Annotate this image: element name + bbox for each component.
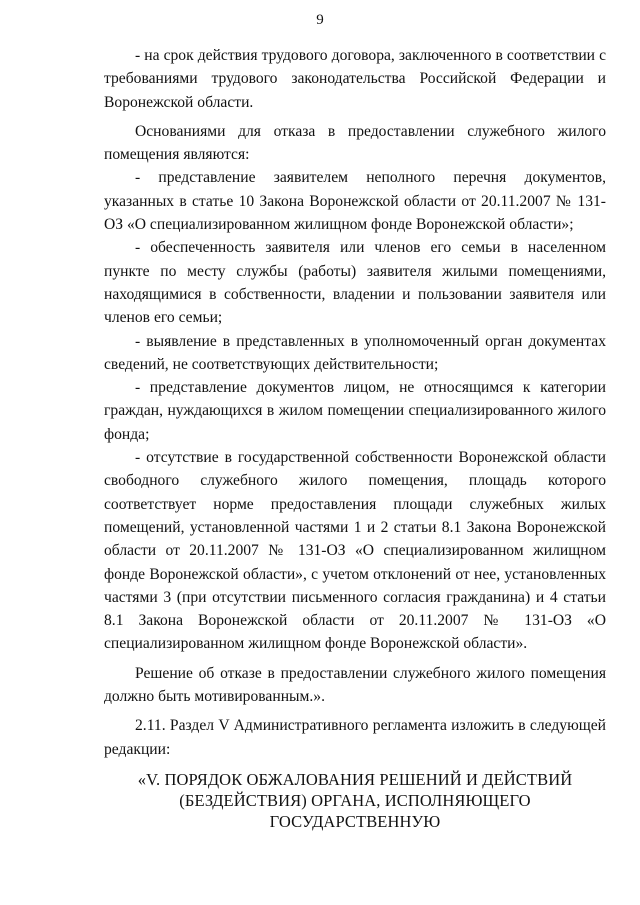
paragraph-ineligible-person: - представление документов лицом, не относящимся к категории граждан, нуждающихся в жилом помещении специализированного жилого фонда; xyxy=(104,379,606,443)
paragraph-refusal-motivated: Решение об отказе в предоставлении служебного жилого помещения должно быть мотивированным.». xyxy=(104,664,606,706)
paragraph-incomplete-documents: - представление заявителем неполного перечня документов, указанных в статье 10 Закона Воронежской области от 20.11.2007 № 131-ОЗ «О специализированном жилищном фонде Воронежской области»; xyxy=(104,169,606,234)
paragraph-housing-provided: - обеспеченность заявителя или членов его семьи в населенном пункте по месту службы (работы) заявителя жилыми помещениями, находящимися в собственности, владении и пользовании заявителя или членов его семьи; xyxy=(104,239,606,327)
paragraph-section-amendment: 2.11. Раздел V Административного регламента изложить в следующей редакции: xyxy=(104,717,606,758)
document-body xyxy=(104,44,606,832)
paragraph-refusal-grounds-intro: Основаниями для отказа в предоставлении служебного жилого помещения являются: xyxy=(104,122,606,164)
paragraph-false-information: - выявление в представленных в уполномоченный орган документах сведений, не соответствующих действительности; xyxy=(104,332,606,373)
paragraph-employment-term: - на срок действия трудового договора, заключенного в соответствии с требованиями трудового законодательства Российской Федерации и Воронежской области. xyxy=(104,47,606,111)
page-number: 9 xyxy=(316,12,324,28)
paragraph-no-free-housing: - отсутствие в государственной собственности Воронежской области свободного служебного жилого помещения, площадь которого соответствует норме предоставления площади служебных жилых помещений, установленной частями 1 и 2 статьи 8.1 Закона Воронежской области от 20.11.2007 № 131-ОЗ «О специализированном жилищном фонде Воронежской области», с учетом отклонений от нее, установленных частями 3 (при отсутствии письменного согласия гражданина) и 4 статьи 8.1 Закона Воронежской области от 20.11.2007 № 131-ОЗ «О специализированном жилищном фонде Воронежской области». xyxy=(104,449,606,653)
section-heading: «V. ПОРЯДОК ОБЖАЛОВАНИЯ РЕШЕНИЙ И ДЕЙСТВИЙ (БЕЗДЕЙСТВИЯ) ОРГАНА, ИСПОЛНЯЮЩЕГО ГОСУДАРСТВЕННУЮ xyxy=(137,769,573,831)
